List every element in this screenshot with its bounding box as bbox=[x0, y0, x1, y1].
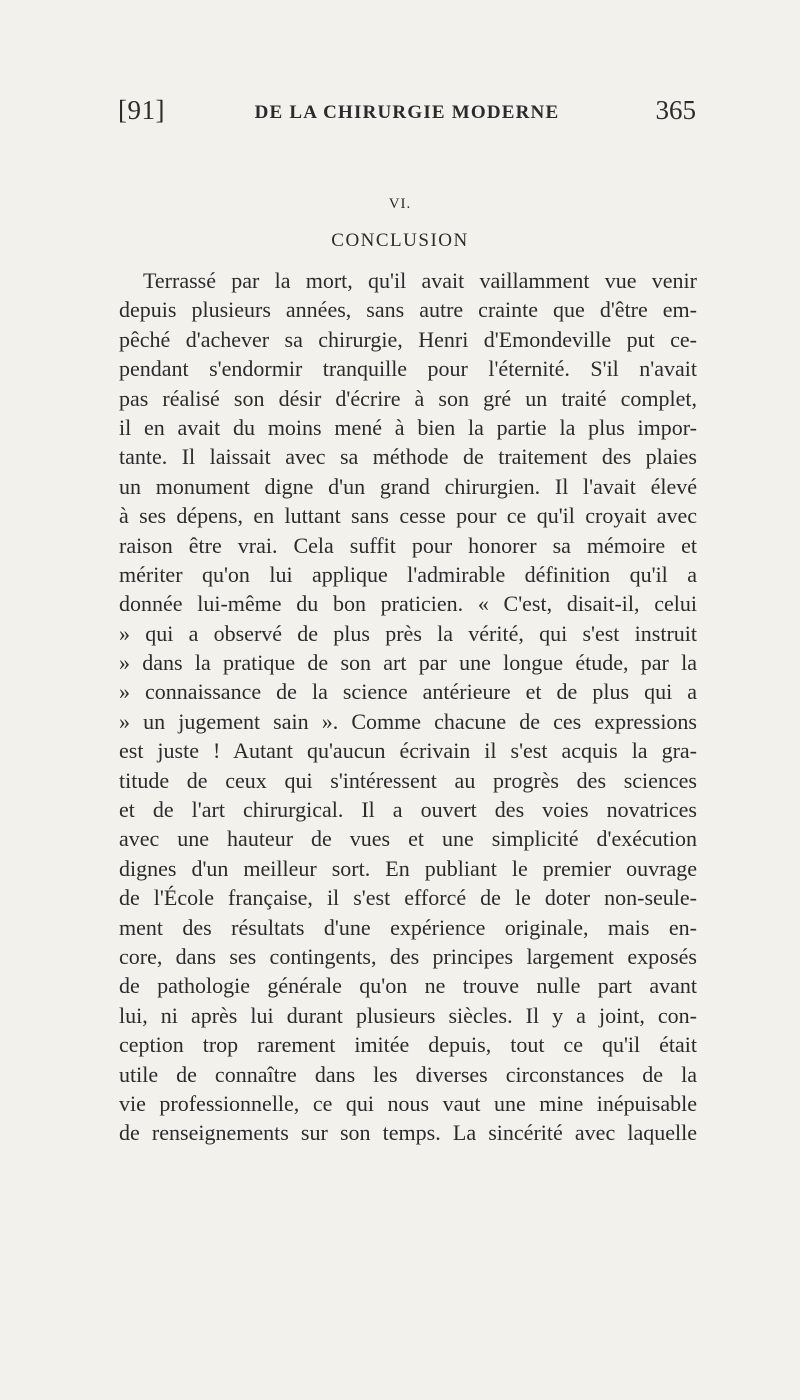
text-line: donnée lui-même du bon praticien. « C'est, disait-il, celui bbox=[119, 591, 697, 617]
text-line: » dans la pratique de son art par une longue étude, par la bbox=[119, 650, 697, 676]
text-line: » connaissance de la science antérieure et de plus qui a bbox=[119, 679, 697, 705]
text-line: mériter qu'on lui applique l'admirable définition qu'il a bbox=[119, 561, 697, 587]
text-line: Terrassé par la mort, qu'il avait vaillamment vue venir bbox=[143, 268, 697, 293]
text-line: avec une hauteur de vues et une simplicité d'exécution bbox=[119, 826, 697, 852]
text-line: titude de ceux qui s'intéressent au progrès des sciences bbox=[119, 767, 697, 793]
text-line: core, dans ses contingents, des principes largement exposés bbox=[119, 943, 697, 969]
text-line: dignes d'un meilleur sort. En publiant le premier ouvrage bbox=[119, 855, 697, 881]
text-line: il en avait du moins mené à bien la partie la plus impor- bbox=[119, 414, 697, 440]
page-number: 365 bbox=[655, 95, 696, 125]
text-line: de pathologie générale qu'on ne trouve nulle part avant bbox=[119, 973, 697, 999]
section-number: VI. bbox=[388, 196, 412, 212]
text-line: pas réalisé son désir d'écrire à son gré un traité complet, bbox=[119, 385, 697, 411]
text-line: de renseignements sur son temps. La sincérité avec laquelle bbox=[119, 1120, 697, 1146]
text-line: vie professionnelle, ce qui nous vaut une mine inépuisable bbox=[119, 1090, 697, 1116]
running-title: DE LA CHIRURGIE MODERNE bbox=[254, 102, 560, 123]
text-line: est juste ! Autant qu'aucun écrivain il s'est acquis la gra- bbox=[119, 738, 697, 764]
text-line: à ses dépens, en luttant sans cesse pour ce qu'il croyait avec bbox=[119, 503, 697, 529]
text-line: pêché d'achever sa chirurgie, Henri d'Emondeville put ce- bbox=[119, 326, 697, 352]
text-line: pendant s'endormir tranquille pour l'éternité. S'il n'avait bbox=[119, 356, 697, 382]
bracketed-page-reference: [91] bbox=[118, 95, 165, 125]
text-line: tante. Il laissait avec sa méthode de traitement des plaies bbox=[119, 444, 697, 470]
text-line: » un jugement sain ». Comme chacune de ces expressions bbox=[119, 708, 697, 734]
text-line: lui, ni après lui durant plusieurs siècles. Il y a joint, con- bbox=[119, 1002, 697, 1028]
text-line: de l'École française, il s'est efforcé de le doter non-seule- bbox=[119, 885, 697, 911]
text-line: ment des résultats d'une expérience originale, mais en- bbox=[119, 914, 697, 940]
text-line: et de l'art chirurgical. Il a ouvert des voies novatrices bbox=[119, 797, 697, 823]
text-line: utile de connaître dans les diverses circonstances de la bbox=[119, 1061, 697, 1087]
running-header bbox=[118, 95, 696, 135]
section-title: CONCLUSION bbox=[331, 230, 469, 251]
text-line: » qui a observé de plus près la vérité, qui s'est instruit bbox=[119, 620, 697, 646]
text-line: depuis plusieurs années, sans autre crainte que d'être em- bbox=[119, 297, 697, 323]
text-line: ception trop rarement imitée depuis, tout ce qu'il était bbox=[119, 1032, 697, 1058]
body-text bbox=[119, 266, 697, 1148]
text-line: raison être vrai. Cela suffit pour honorer sa mémoire et bbox=[119, 532, 697, 558]
text-line: un monument digne d'un grand chirurgien. Il l'avait élevé bbox=[119, 473, 697, 499]
